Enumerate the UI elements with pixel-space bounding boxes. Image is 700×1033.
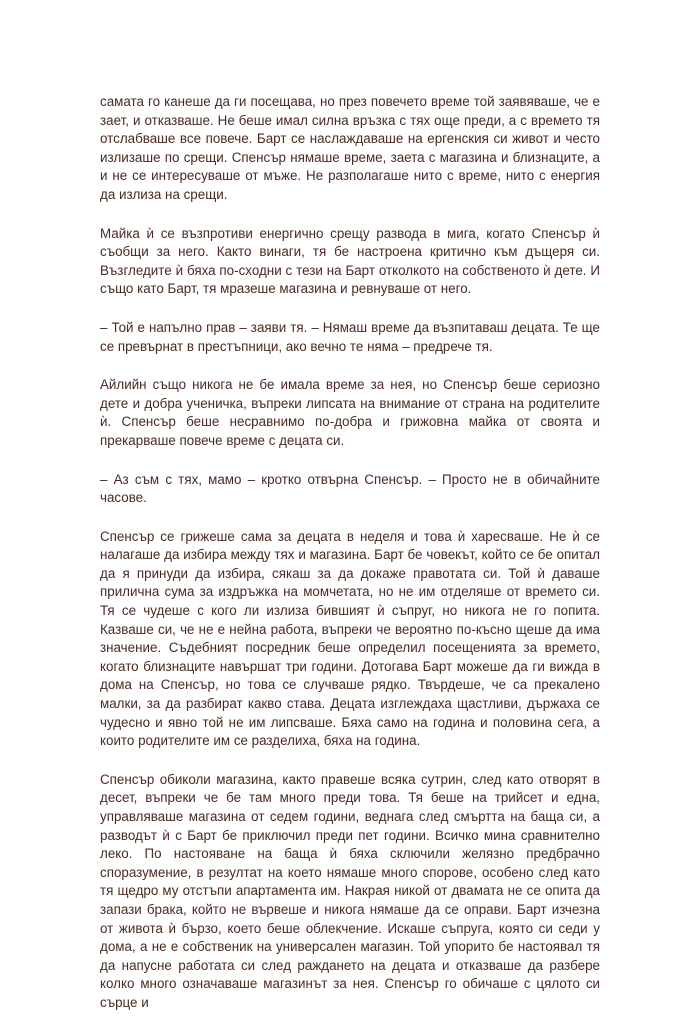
paragraph-3: – Той е напълно прав – заяви тя. – Нямаш време да възпитаваш децата. Те ще се превърнат в престъпници, ако вечно те няма – предрече тя. bbox=[100, 319, 600, 354]
paragraph-1: самата го канеше да ги посещава, но през повечето време той заявяваше, че е зает, и отказваше. Не беше имал силна връзка с тях още преди, а с времето тя отслабваше все повече. Барт се наслаждаваше на ергенския си живот и често излизаше по срещи. Спенсър нямаше време, заета с магазина и близнаците, а и не се интересуваше от мъже. Не разполагаше нито с време, нито с енергия да излиза на срещи. bbox=[100, 94, 600, 202]
paragraph-2: Майка ѝ се възпротиви енергично срещу развода в мига, когато Спенсър ѝ съобщи за него. Както винаги, тя бе настроена критично към дъщеря си. Възгледите ѝ бяха по-сходни с тези на Барт отколкото на собственото ѝ дете. И също като Барт, тя мразеше магазина и ревнуваше от него. bbox=[100, 225, 600, 297]
paragraph-6: Спенсър се грижеше сама за децата в неделя и това ѝ харесваше. Не ѝ се налагаше да избира между тях и магазина. Барт бе човекът, който се бе опитал да я принуди да избира, сякаш за да докаже правотата си. Той ѝ даваше прилична сума за издръжка на момчетата, но не им отделяше от времето си. Тя се чудеше с кого ли излиза бившият ѝ съпруг, но никога не го попита. Казваше си, че не е нейна работа, въпреки че вероятно по-късно щеше да има значение. Съдебният посредник беше определил посещенията за времето, когато близнаците навършат три години. Дотогава Барт можеше да ги вижда в дома на Спенсър, но това се случваше рядко. Твърдеше, че са прекалено малки, за да разбират какво става. Децата изглеждаха щастливи, държаха се чудесно и явно той не им липсваше. Бяха само на година и половина сега, а които родителите им се разделиха, бяха на година. bbox=[100, 528, 600, 749]
paragraph-4: Айлийн също никога не бе имала време за нея, но Спенсър беше сериозно дете и добра ученичка, въпреки липсата на внимание от страна на родителите ѝ. Спенсър беше несравнимо по-добра и грижовна майка от своята и прекарваше повече време с децата си. bbox=[100, 377, 600, 448]
document-page bbox=[100, 93, 600, 1033]
paragraph-5: – Аз съм с тях, мамо – кротко отвърна Спенсър. – Просто не в обичайните часове. bbox=[100, 471, 600, 506]
paragraph-7: Спенсър обиколи магазина, както правеше всяка сутрин, след като отворят в десет, въпреки че бе там много преди това. Тя беше на трийсет и една, управляваше магазина от седем години, веднага след смъртта на баща си, а разводът ѝ с Барт бе приключил преди пет години. Всичко мина сравнително леко. По настояване на баща ѝ бяха сключили желязно предбрачно споразумение, в резултат на което нямаше много спорове, особено след като тя щедро му отстъпи апартамента им. Накрая никой от двамата не се опита да запази брака, който не вървеше и никога нямаше да се оправи. Барт изчезна от живота ѝ бързо, което беше облекчение. Искаше съпруга, която си седи у дома, а не е собственик на универсален магазин. Той упорито бе настоявал тя да напусне работата си след раждането на децата и отказваше да разбере колко много означаваше магазинът за нея. Спенсър го обичаше с цялото си сърце и bbox=[100, 771, 600, 1010]
